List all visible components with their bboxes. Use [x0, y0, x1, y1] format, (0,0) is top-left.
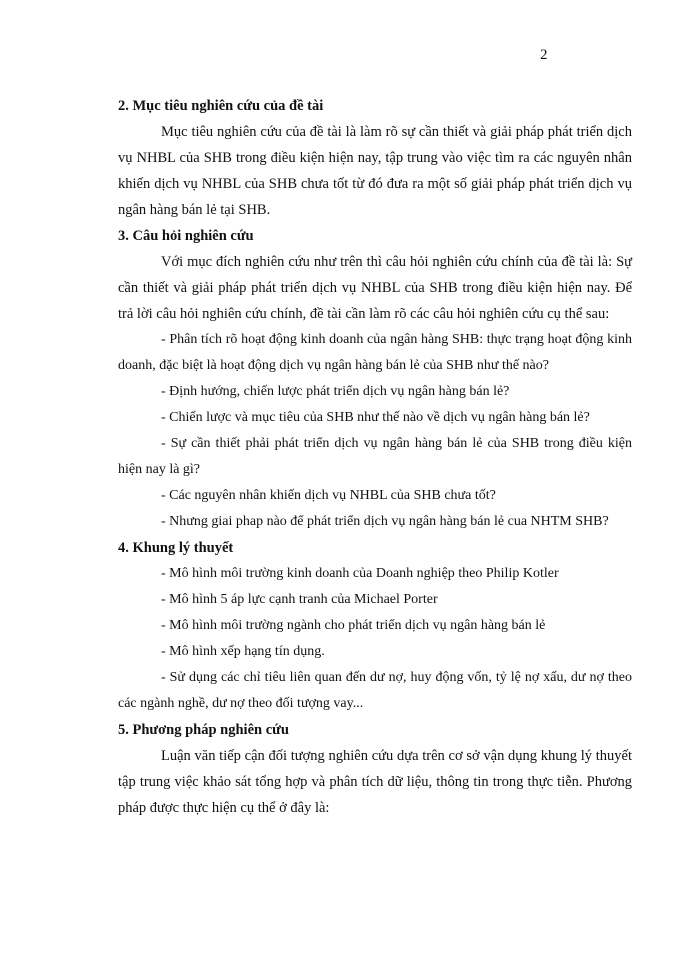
section-3-item: - Phân tích rõ hoạt động kinh doanh của ngân hàng SHB: thực trạng hoạt động kinh doanh, đặc biệt là hoạt động dịch vụ ngân hàng bán lẻ của SHB như thế nào?	[118, 332, 632, 373]
section-4-heading: 4. Khung lý thuyết	[118, 540, 234, 556]
page-number: 2	[540, 47, 548, 63]
section-3-item: - Nhưng giai phap nào để phát triển dịch vụ ngân hàng bán lẻ cua NHTM SHB?	[161, 514, 609, 529]
section-5-paragraph: Luận văn tiếp cận đối tượng nghiên cứu dựa trên cơ sở vận dụng khung lý thuyết tập trung việc khảo sát tổng hợp và phân tích dữ liệu, thông tin trong thực tiễn. Phương pháp được thực hiện cụ thể ở đây là:	[118, 748, 632, 816]
section-3-paragraph: Với mục đích nghiên cứu như trên thì câu hỏi nghiên cứu chính của đề tài là: Sự cần thiết và giải pháp phát triển dịch vụ NHBL của SHB trong điều kiện hiện nay. Để trả lời câu hỏi nghiên cứu chính, đề tài cần làm rõ các câu hỏi nghiên cứu cụ thể sau:	[118, 254, 632, 322]
section-4-item: - Mô hình môi trường kinh doanh của Doanh nghiệp theo Philip Kotler	[161, 566, 559, 581]
section-3-item: - Các nguyên nhân khiến dịch vụ NHBL của SHB chưa tốt?	[161, 488, 496, 503]
section-4-item: - Mô hình môi trường ngành cho phát triển dịch vụ ngân hàng bán lẻ	[161, 618, 546, 633]
section-3-item: - Chiến lược và mục tiêu của SHB như thế nào về dịch vụ ngân hàng bán lẻ?	[161, 410, 590, 425]
section-5-heading: 5. Phương pháp nghiên cứu	[118, 722, 289, 738]
section-3-item: - Định hướng, chiến lược phát triển dịch vụ ngân hàng bán lẻ?	[161, 384, 510, 399]
document-body	[118, 93, 632, 821]
section-4-item: - Sử dụng các chỉ tiêu liên quan đến dư nợ, huy động vốn, tỷ lệ nợ xấu, dư nợ theo các ngành nghề, dư nợ theo đối tượng vay...	[118, 670, 632, 711]
section-4-item: - Mô hình xếp hạng tín dụng.	[161, 644, 325, 659]
section-4-item: - Mô hình 5 áp lực cạnh tranh của Michael Porter	[161, 592, 438, 607]
section-3-item: - Sự cần thiết phải phát triển dịch vụ ngân hàng bán lẻ của SHB trong điều kiện hiện nay là gì?	[118, 436, 632, 477]
section-2-paragraph: Mục tiêu nghiên cứu của đề tài là làm rõ sự cần thiết và giải pháp phát triển dịch vụ NHBL của SHB trong điều kiện hiện nay, tập trung vào việc tìm ra các nguyên nhân khiến dịch vụ NHBL của SHB chưa tốt từ đó đưa ra một số giải pháp phát triển dịch vụ ngân hàng bán lẻ tại SHB.	[118, 124, 632, 218]
section-3-heading: 3. Câu hỏi nghiên cứu	[118, 228, 254, 244]
section-2-heading: 2. Mục tiêu nghiên cứu của đề tài	[118, 98, 324, 114]
